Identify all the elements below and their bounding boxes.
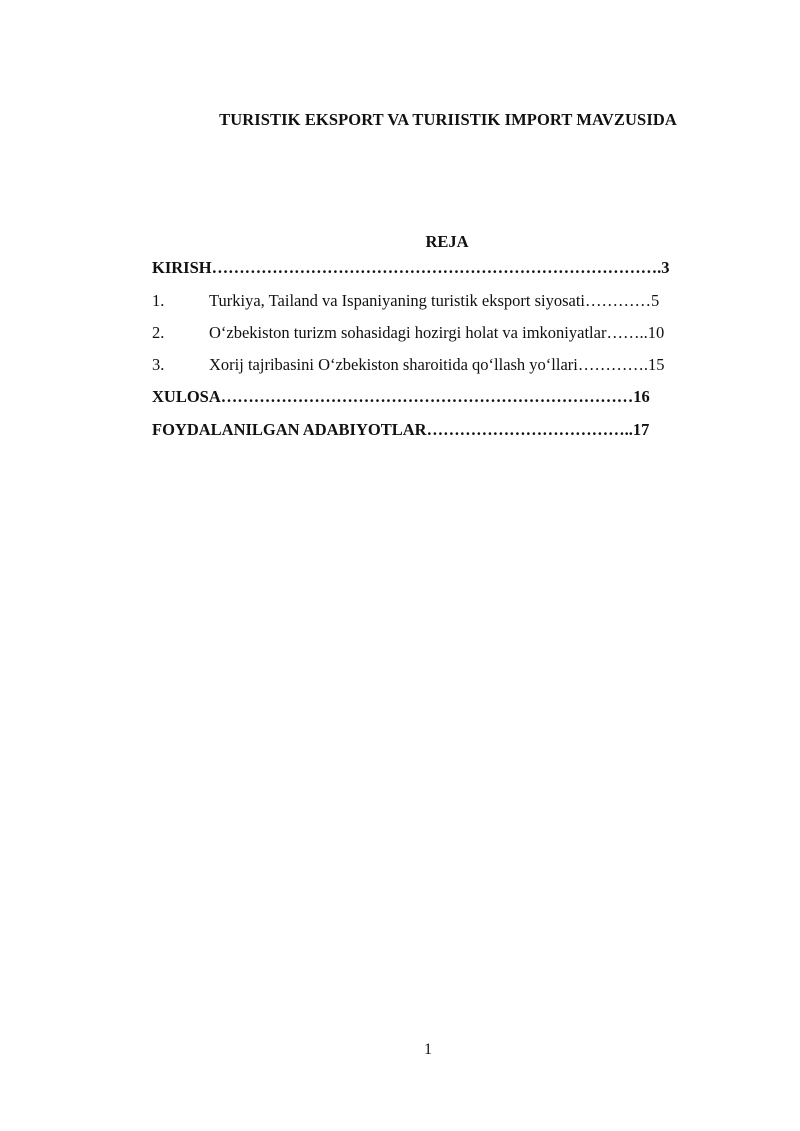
toc-item-number: 3. (152, 355, 165, 374)
toc-conclusion: XULOSA…………………………………………………………………16 (152, 387, 650, 406)
toc-item (152, 291, 659, 311)
toc-item-text: Turkiya, Tailand va Ispaniyaning turistik eksport siyosati…………5 (209, 291, 660, 310)
plan-heading: REJA (425, 232, 469, 251)
toc-item-text: O‘zbekiston turizm sohasidagi hozirgi holat va imkoniyatlar……..10 (209, 323, 665, 342)
toc-item (152, 323, 664, 343)
toc-item-number: 2. (152, 323, 165, 342)
page-number: 1 (424, 1041, 432, 1058)
toc-references: FOYDALANILGAN ADABIYOTLAR………………………………..17 (152, 420, 650, 439)
toc-item-number: 1. (152, 291, 165, 310)
toc-item-text: Xorij tajribasini O‘zbekiston sharoitida qo‘llash yo‘llari………….15 (209, 355, 665, 374)
document-title: TURISTIK EKSPORT VA TURIISTIK IMPORT MAVZUSIDA (219, 110, 677, 129)
toc-item (152, 355, 665, 375)
toc-intro: KIRISH……………………………………………………………………….3 (152, 258, 670, 277)
